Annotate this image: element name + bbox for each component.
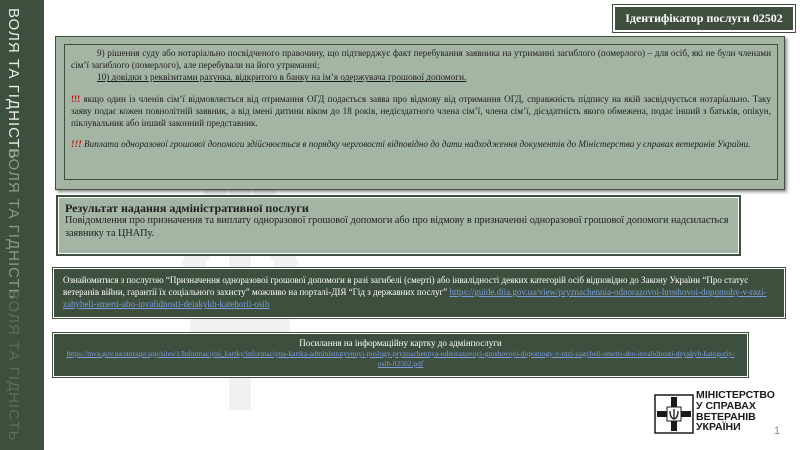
ministry-name-line: У СПРАВАХ bbox=[696, 399, 756, 412]
result-panel bbox=[58, 197, 739, 254]
document-item-10: 10) довідки з реквізитами рахунка, відкритого в банку на ім’я одержувача грошової допомоги. bbox=[97, 72, 467, 83]
refusal-note-text: якщо один із членів сім’ї відмовляється від отримання ОГД подається заява про відмову від отримання ОГД, справжність підпису на якій засвідчується нотаріально. Таку заяву подає кожен повнолітній заявник, а від імені дитини віком до 18 років, недієздатного члена сім’ї, члена сім’ї, дієздатність якого обмежена, подає інший з батьків, опікун, піклувальник або інший законний представник. bbox=[71, 93, 771, 129]
sidebar-motto: ВОЛЯ ТА ГІДНІСТЬ bbox=[5, 290, 22, 442]
ministry-name bbox=[696, 390, 775, 433]
result-title: Результат надання адміністративної послуги bbox=[65, 201, 309, 215]
ministry-name-line: ВЕТЕРАНІВ bbox=[696, 410, 756, 423]
info-card-link[interactable]: https://mva.gov.ua/storage/app/sites/1/Informaciyni_kartky/informaciyna-kartka-administratyvnoyi-poslugy-pryznachennya-odnorazovoyi-groshovoyi-dopomogy-v-razi-zagybeli-smerti-abo-invalidnosti-deyakyh-kategoriy-osib-02502.pdf bbox=[66, 349, 735, 368]
ministry-name-line: УКРАЇНИ bbox=[696, 421, 741, 434]
info-text: Ознайомитися з послугою “Призначення одноразової грошової допомоги в разі загибелі (смерті) або інвалідності деяких категорій осіб відповідно до Закону України “Про статус ветеранів війни, гарантії їх соціального захисту” можливо на порталі-ДІЯ “Гід з державних послуг” bbox=[63, 275, 749, 297]
sidebar-motto: ВОЛЯ ТА ГІДНІСТЬ bbox=[5, 148, 22, 300]
ministry-name-line: МІНІСТЕРСТВО bbox=[696, 389, 775, 401]
alert-marker: !!! bbox=[71, 93, 81, 104]
document-item-9: 9) рішення суду або нотаріально посвідченого правочину, що підтверджує факт перебування заявника на утриманні загиблого (померлого) – для осіб, які не були членами сім’ї загиблого (померлого), але перебували на його утриманні; bbox=[71, 48, 771, 71]
page-number: 1 bbox=[774, 425, 781, 437]
info-card-title: Посилання на інформаційну картку до адмінпослуги bbox=[299, 338, 502, 348]
info-card-panel bbox=[53, 333, 748, 377]
ministry-logo bbox=[652, 389, 775, 439]
alert-marker: !!! bbox=[71, 139, 82, 150]
refusal-note bbox=[71, 93, 771, 130]
service-id-badge: Ідентифікатор послуги 02502 bbox=[613, 5, 795, 32]
payment-order-note bbox=[71, 138, 771, 150]
payment-order-note-text: Виплата одноразової грошової допомоги здійснюється в порядку черговості відповідно до дати надходження документів до Міністерства у справах ветеранів України. bbox=[81, 139, 751, 150]
sidebar bbox=[0, 0, 44, 450]
sidebar-motto: ВОЛЯ ТА ГІДНІСТЬ bbox=[5, 8, 22, 160]
diia-guide-link[interactable]: https://guide.diia.gov.ua/view/pryznachennia-odnorazovoi-hroshovoi-dopomohy-v-razi-zahybeli-smerti-abo-invalidnosti-deiakykh-katehorii-osib bbox=[63, 287, 767, 309]
ministry-emblem-icon bbox=[654, 394, 694, 434]
documents-list bbox=[64, 44, 778, 180]
documents-panel bbox=[55, 36, 785, 190]
info-panel bbox=[53, 268, 785, 318]
result-text: Повідомлення про призначення та виплату одноразової грошової допомоги або про відмову в призначенні одноразової грошової допомоги надсилається заявнику та ЦНАПу. bbox=[65, 215, 729, 239]
